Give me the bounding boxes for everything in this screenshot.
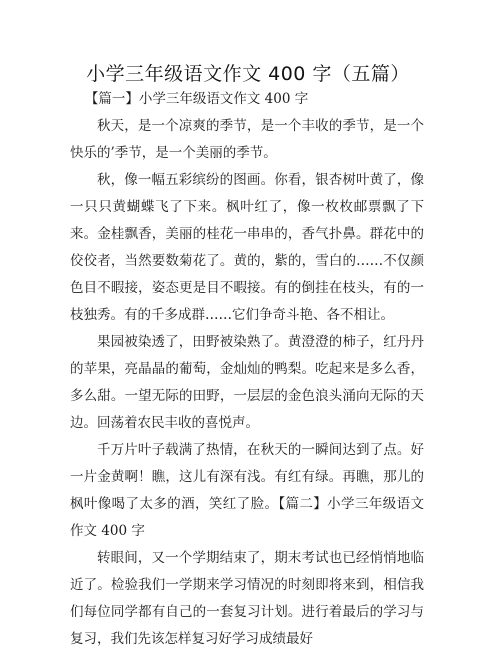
paragraph: 秋，像一幅五彩缤纷的图画。你看，银杏树叶黄了，像一只只黄蝴蝶飞了下来。枫叶红了，像一枚枚邮票飘了下来。金桂飘香，美丽的桂花一串串的，香气扑鼻。群花中的佼佼者，当然要数菊花了。黄的，紫的，雪白的……不仅颜色目不暇接，姿态更是目不暇接。有的倒挂在枝头，有的一枝独秀。有的千多成群……它们争奇斗艳、各不相让。 (70, 172, 424, 323)
section-heading: 【篇一】小学三年级语文作文 400 字 (84, 91, 309, 107)
paragraph: 秋天，是一个凉爽的季节，是一个丰收的季节，是一个快乐的’季节，是一个美丽的季节。 (70, 118, 424, 161)
paragraph: 千万片叶子载满了热情，在秋天的一瞬间达到了点。好一片金黄啊！瞧，这儿有深有浅。有红有绿。再瞧，那儿的枫叶像喝了太多的酒，笑红了脸。【篇二】小学三年级语文作文 400 字 (70, 442, 424, 539)
document-title: 小学三年级语文作文 400 字（五篇） (86, 63, 410, 85)
paragraph: 果园被染透了，田野被染熟了。黄澄澄的柿子，红丹丹的苹果，亮晶晶的葡萄，金灿灿的鸭梨。吃起来是多么香，多么甜。一望无际的田野，一层层的金色浪头涌向无际的天边。回荡着农民丰收的喜悦声。 (70, 334, 424, 431)
paragraph: 转眼间，又一个学期结束了，期末考试也已经悄悄地临近了。检验我们一学期来学习情况的时刻即将来到，相信我们每位同学都有自己的一套复习计划。进行着最后的学习与复习，我们先该怎样复习好学习成绩最好 (70, 550, 424, 647)
document-body (70, 86, 424, 653)
